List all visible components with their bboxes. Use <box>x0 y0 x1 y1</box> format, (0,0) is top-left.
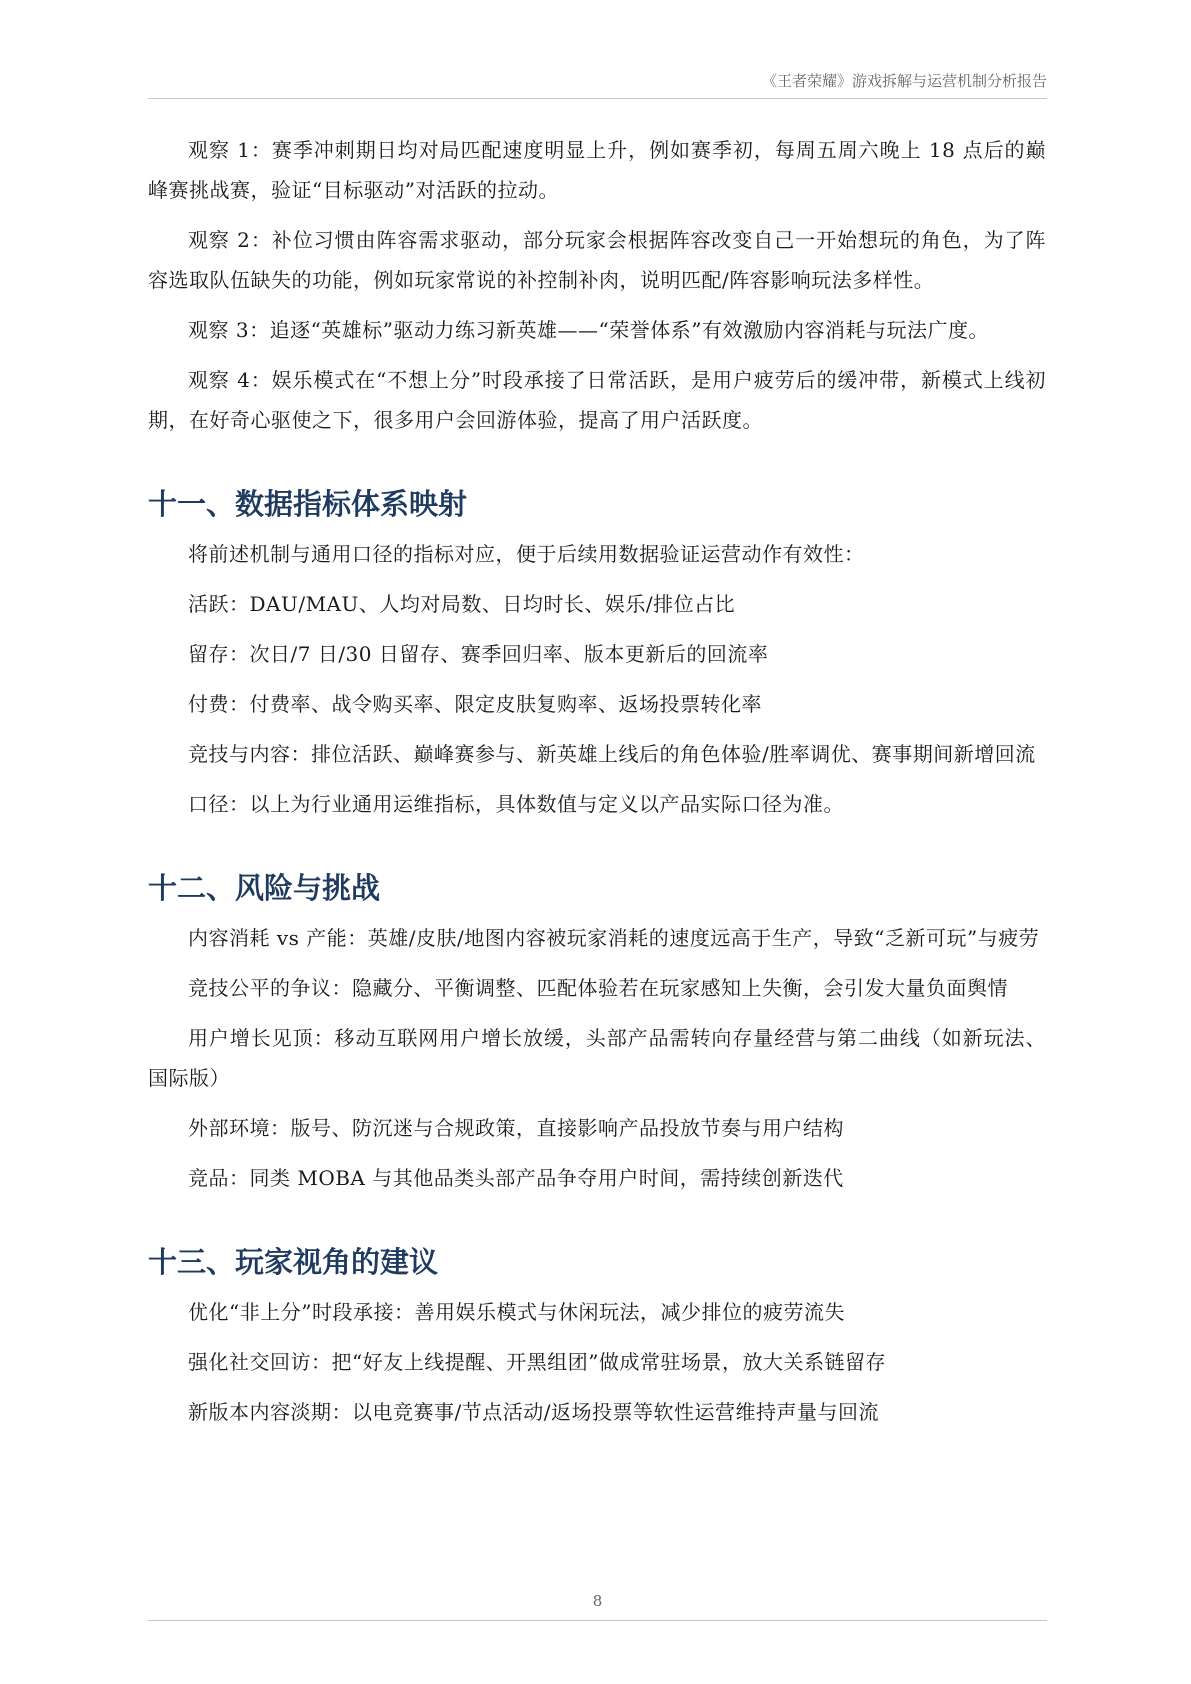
page-footer <box>148 1592 1047 1621</box>
section-suggestions <box>148 1242 1046 1432</box>
section-paragraph: 口径：以上为行业通用运维指标，具体数值与定义以产品实际口径为准。 <box>188 792 844 816</box>
section-paragraph: 强化社交回访：把“好友上线提醒、开黑组团”做成常驻场景，放大关系链留存 <box>188 1350 886 1374</box>
section-paragraph: 优化“非上分”时段承接：善用娱乐模式与休闲玩法，减少排位的疲劳流失 <box>188 1300 845 1324</box>
intro-block <box>148 130 1046 440</box>
section-paragraph: 留存：次日/7 日/30 日留存、赛季回归率、版本更新后的回流率 <box>188 642 769 666</box>
page-number: 8 <box>592 1592 603 1610</box>
section-paragraph: 新版本内容淡期：以电竞赛事/节点活动/返场投票等软性运营维持声量与回流 <box>188 1400 879 1424</box>
section-paragraph: 竞技公平的争议：隐藏分、平衡调整、匹配体验若在玩家感知上失衡，会引发大量负面舆情 <box>188 976 1008 1000</box>
observation-4: 观察 4：娱乐模式在“不想上分”时段承接了日常活跃，是用户疲劳后的缓冲带，新模式上线初期，在好奇心驱使之下，很多用户会回游体验，提高了用户活跃度。 <box>148 368 1046 432</box>
section-paragraph: 活跃：DAU/MAU、人均对局数、日均时长、娱乐/排位占比 <box>188 592 736 616</box>
section-paragraph: 内容消耗 vs 产能：英雄/皮肤/地图内容被玩家消耗的速度远高于生产，导致“乏新可玩”与疲劳 <box>188 926 1040 950</box>
observation-3: 观察 3：追逐“英雄标”驱动力练习新英雄——“荣誉体系”有效激励内容消耗与玩法广度。 <box>188 318 989 342</box>
section-paragraph: 竞品：同类 MOBA 与其他品类头部产品争夺用户时间，需持续创新迭代 <box>188 1166 844 1190</box>
section-paragraph: 竞技与内容：排位活跃、巅峰赛参与、新英雄上线后的角色体验/胜率调优、赛事期间新增回流 <box>188 742 1036 766</box>
section-heading: 十一、数据指标体系映射 <box>148 487 468 521</box>
observation-2: 观察 2：补位习惯由阵容需求驱动，部分玩家会根据阵容改变自己一开始想玩的角色，为了阵容选取队伍缺失的功能，例如玩家常说的补控制补肉，说明匹配/阵容影响玩法多样性。 <box>148 228 1046 292</box>
page-content <box>148 130 1046 1442</box>
section-paragraph: 外部环境：版号、防沉迷与合规政策，直接影响产品投放节奏与用户结构 <box>188 1116 844 1140</box>
section-metrics <box>148 484 1046 824</box>
observation-1: 观察 1：赛季冲刺期日均对局匹配速度明显上升，例如赛季初，每周五周六晚上 18 点后的巅峰赛挑战赛，验证“目标驱动”对活跃的拉动。 <box>148 138 1046 202</box>
header-title: 《王者荣耀》游戏拆解与运营机制分析报告 <box>761 72 1047 90</box>
section-paragraph: 付费：付费率、战令购买率、限定皮肤复购率、返场投票转化率 <box>188 692 762 716</box>
section-heading: 十三、玩家视角的建议 <box>148 1245 439 1279</box>
page-header <box>148 72 1047 99</box>
section-heading: 十二、风险与挑战 <box>148 871 381 905</box>
section-risks <box>148 868 1046 1198</box>
section-paragraph: 用户增长见顶：移动互联网用户增长放缓，头部产品需转向存量经营与第二曲线（如新玩法、国际版） <box>148 1026 1046 1090</box>
section-paragraph: 将前述机制与通用口径的指标对应，便于后续用数据验证运营动作有效性： <box>188 542 865 566</box>
